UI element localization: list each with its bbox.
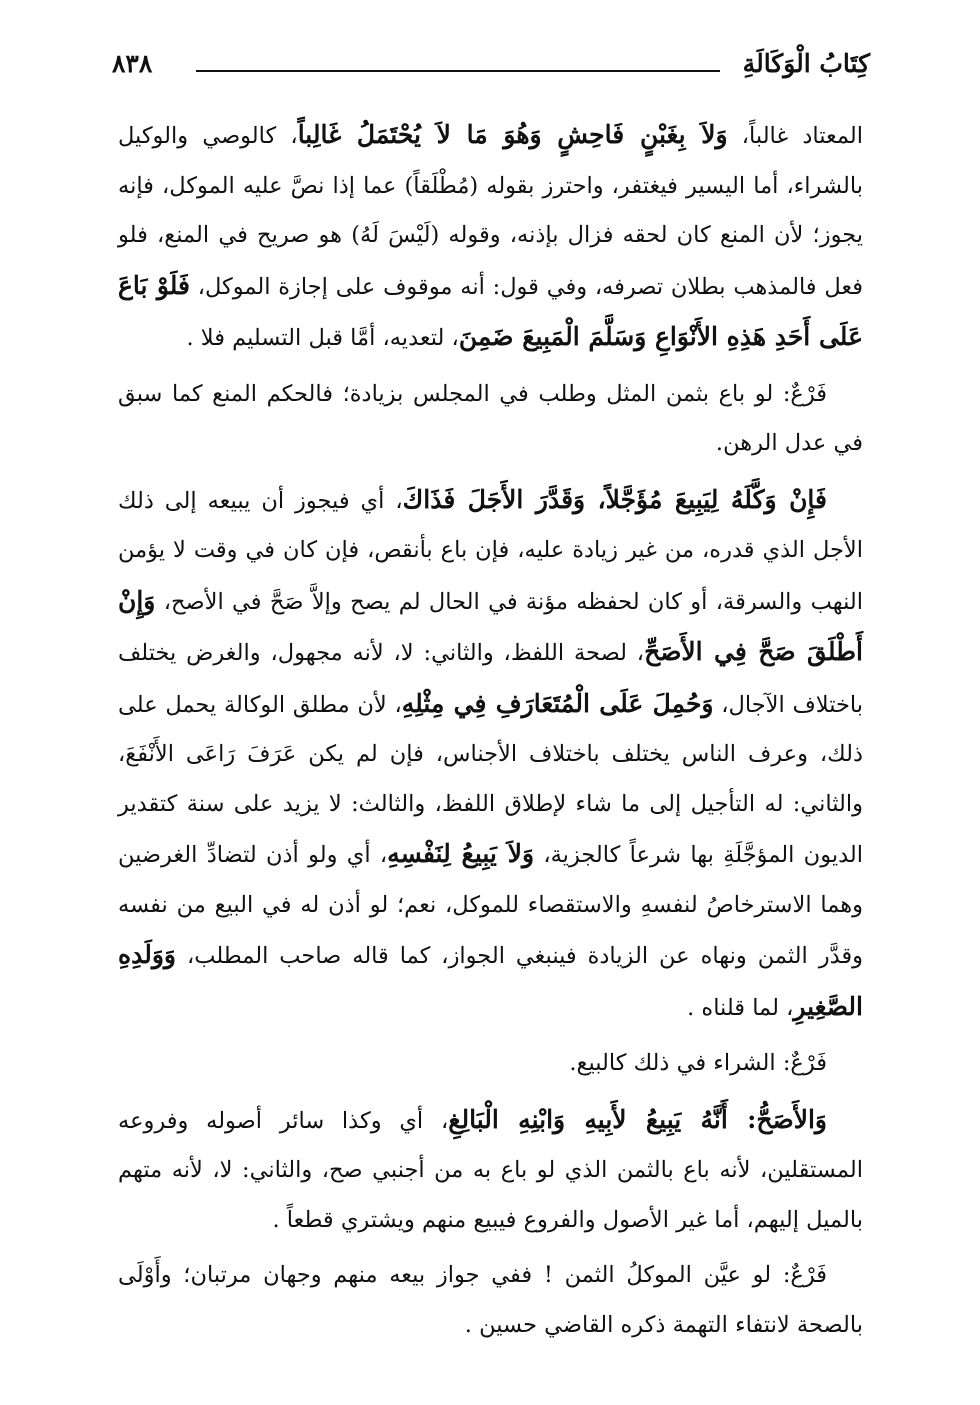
paragraph	[118, 475, 863, 1034]
commentary-text: ، أي ولو أذن لتضادِّ الغرضين وهما الاسترخاصُ لنفسهِ والاستقصاء للموكل، نعم؛ لو أذن له في البيع من نفسه وقدَّر الثمن ونهاه عن الزيادة فينبغي الجواز، كما قاله صاحب المطلب،	[118, 842, 863, 969]
page-header	[112, 44, 870, 84]
commentary-text: ، لتعديه، أمَّا قبل التسليم فلا .	[186, 325, 459, 351]
commentary-text: ، لأن مطلق الوكالة يحمل على ذلك، وعرف الناس يختلف باختلاف الأجناس، فإن لم يكن عَرَفَ رَاعَى الأَنْفَعَ، والثاني: له التأجيل إلى ما شاء لإطلاق اللفظ، والثالث: لا يزيد على سنة كتقدير الديون المؤجَّلَةِ بها شرعاً كالجزية،	[118, 691, 863, 868]
paragraph	[118, 110, 863, 364]
running-title: كِتَابُ الْوَكَالَةِ	[742, 49, 870, 78]
matn-text: وَوَلَدِهِ الصَّغِيرِ	[118, 940, 863, 1021]
body-text	[118, 110, 863, 1356]
commentary-text: ، أي فيجوز أن يبيعه إلى ذلك الأجل الذي قدره، من غير زيادة عليه، فإن باع بأنقص، فإن كان في وقت لا يؤمن النهب والسرقة، أو كان لحفظه مؤنة في الحال لم يصح وإلاَّ صَحَّ في الأصح،	[118, 487, 863, 615]
matn-text: وَإِنْ أَطْلَقَ صَحَّ فِي الأَصَحِّ	[118, 585, 863, 666]
commentary-text: ، كالوصي والوكيل بالشراء، أما اليسير فيغتفر، واحترز بقوله (مُطْلَقاً) عما إذا نصَّ عليه الموكل، فإنه يجوز؛ لأن المنع كان لحقه فزال بإذنه، وقوله (لَيْسَ لَهُ) هو صريح في المنع، فلو فعل فالمذهب بطلان تصرفه، وفي قول: أنه موقوف على إجازة الموكل،	[118, 123, 863, 300]
matn-text: وَلاَ بِغَبْنٍ فَاحِشٍ وَهُوَ مَا لاَ يُحْتَمَلُ غَالِباً	[297, 120, 728, 149]
matn-text: وَحُمِلَ عَلَى الْمُتَعَارَفِ فِي مِثْلِهِ	[401, 688, 714, 718]
matn-text: وَالأَصَحُّ: أَنَّهُ يَبِيعُ لأَبِيهِ وَابْنِهِ الْبَالِغِ	[448, 1104, 828, 1134]
commentary-text: ، لما قلناه .	[687, 994, 794, 1021]
commentary-text: فَرْعٌ: لو باع بثمن المثل وطلب في المجلس بزيادة؛ فالحكم المنع كما سبق في عدل الرهن.	[118, 380, 863, 456]
page-number: ٨٣٨	[112, 49, 153, 78]
paragraph	[118, 1095, 863, 1246]
commentary-text: فَرْعٌ: لو عيَّن الموكلُ الثمن ! ففي جواز بيعه منهم وجهان مرتبان؛ وأَوْلَى بالصحة لانتفاء التهمة ذكره القاضي حسين .	[118, 1262, 863, 1338]
matn-text: فَلَوْ بَاعَ عَلَى أَحَدِ هَذِهِ الأَنْوَاعِ وَسَلَّمَ الْمَبِيعَ ضَمِنَ	[118, 270, 863, 351]
matn-text: فَإِنْ وَكَّلَهُ لِيَبِيعَ مُؤَجَّلاً، وَقَدَّرَ الأَجَلَ فَذَاكَ	[402, 484, 827, 514]
paragraph	[118, 1251, 863, 1350]
header-rule	[196, 70, 720, 72]
commentary-text: ، أي وكذا سائر أصوله وفروعه المستقلين، لأنه باع بالثمن الذي لو باع به من أجنبي صح، والثاني: لا، لأنه متهم بالميل إليهم، أما غير الأصول والفروع فيبيع منهم ويشتري قطعاً .	[118, 1107, 863, 1233]
paragraph	[118, 370, 863, 469]
commentary-text: فَرْعٌ: الشراء في ذلك كالبيع.	[569, 1050, 827, 1076]
commentary-text: المعتاد غالباً،	[727, 123, 863, 149]
matn-text: وَلاَ يَبِيعُ لِنَفْسِهِ	[387, 839, 535, 868]
commentary-text: ، لصحة اللفظ، والثاني: لا، لأنه مجهول، والغرض يختلف باختلاف الآجال،	[118, 640, 864, 718]
paragraph	[118, 1039, 863, 1089]
